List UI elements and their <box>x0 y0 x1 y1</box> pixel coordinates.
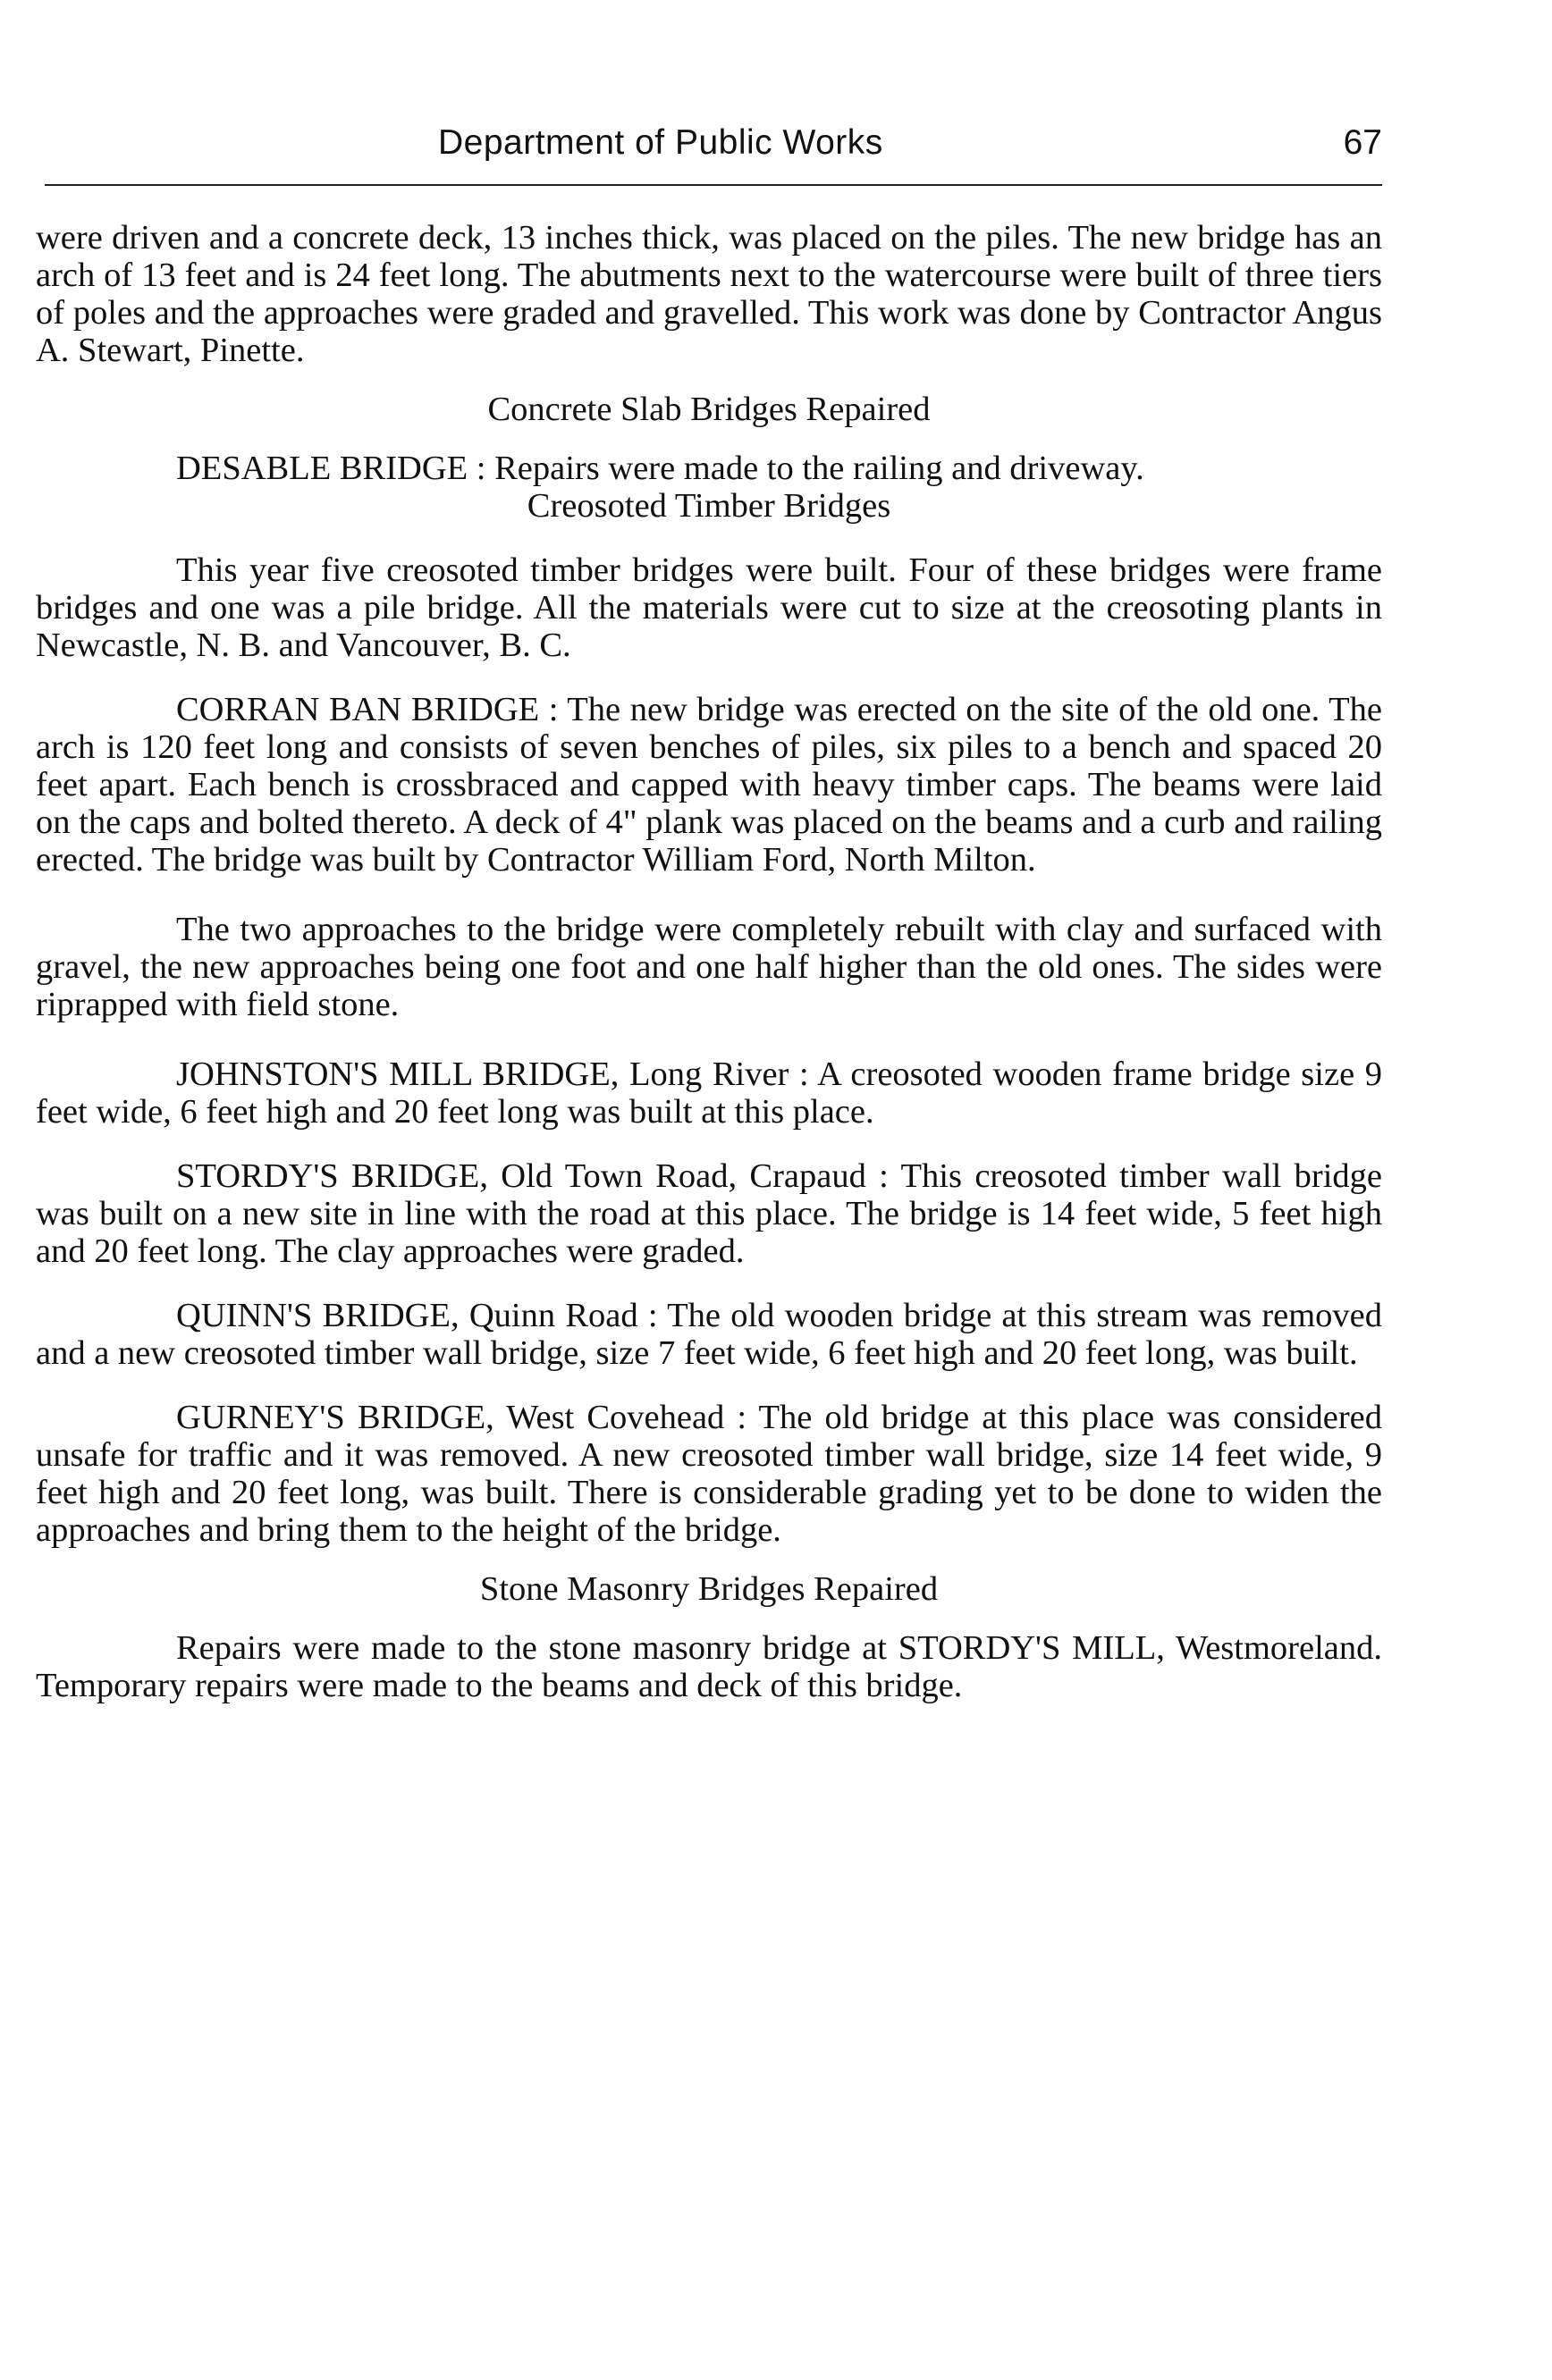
paragraph-quinns-bridge <box>36 1297 1382 1372</box>
paragraph-continuation: were driven and a concrete deck, 13 inches thick, was placed on the piles. The new bridge has an arch of 13 feet and is 24 feet long. The abutments next to the watercourse were built of three tiers of poles and the approaches were graded and gravelled. This work was done by Contractor Angus A. Stewart, Pinette. <box>36 219 1382 369</box>
bridge-name: JOHNSTON'S MILL BRIDGE, <box>176 1055 620 1093</box>
paragraph-johnstons-mill-bridge <box>36 1055 1382 1131</box>
bridge-name: DESABLE BRIDGE : <box>176 450 486 487</box>
paragraph-text: Repairs were made to the railing and driveway. <box>485 450 1144 487</box>
paragraph-stone-masonry: Repairs were made to the stone masonry bridge at STORDY'S MILL, Westmoreland. Temporary repairs were made to the beams and deck of this bridge. <box>36 1629 1382 1704</box>
paragraph-stordys-bridge <box>36 1157 1382 1270</box>
paragraph-approaches: The two approaches to the bridge were completely rebuilt with clay and surfaced with gravel, the new approaches being one foot and one half higher than the old ones. The sides were riprapped with field stone. <box>36 911 1382 1023</box>
bridge-name: STORDY'S BRIDGE, <box>176 1157 488 1195</box>
paragraph-text: Old Town Road, Crapaud : This creosoted timber wall bridge was built on a new site in line with the road at this place. The bridge is 14 feet wide, 5 feet high and 20 feet long. The clay approaches were graded. <box>36 1157 1382 1270</box>
section-heading-creosoted-timber: Creosoted Timber Bridges <box>527 487 891 525</box>
body-text <box>36 219 1382 1704</box>
paragraph-creosoted-intro: This year five creosoted timber bridges were built. Four of these bridges were frame bridges and one was a pile bridge. All the materials were cut to size at the creosoting plants in Newcastle, N. B. and Vancouver, B. C. <box>36 551 1382 664</box>
bridge-name: GURNEY'S BRIDGE, <box>176 1399 494 1436</box>
page-number: 67 <box>1343 123 1382 162</box>
header-rule <box>45 184 1382 186</box>
section-heading-concrete-slab: Concrete Slab Bridges Repaired <box>487 391 931 428</box>
paragraph-desable-bridge <box>36 450 1382 487</box>
paragraph-gurneys-bridge <box>36 1399 1382 1549</box>
section-heading-stone-masonry: Stone Masonry Bridges Repaired <box>479 1570 939 1608</box>
bridge-name: CORRAN BAN BRIDGE : <box>176 691 559 728</box>
header-title: Department of Public Works <box>438 123 883 162</box>
paragraph-corran-ban-bridge <box>36 691 1382 879</box>
bridge-name: QUINN'S BRIDGE, <box>176 1297 460 1334</box>
paragraph-text: The new bridge was erected on the site of the old one. The arch is 120 feet long and consists of seven benches of piles, six piles to a bench and spaced 20 feet apart. Each bench is crossbraced and capped with heavy timber caps. The beams were laid on the caps and bolted thereto. A deck of 4" plank was placed on the beams and a curb and railing erected. The bridge was built by Contractor William Ford, North Milton. <box>36 691 1383 879</box>
paragraph-text: Quinn Road : The old wooden bridge at this stream was removed and a new creosoted timber wall bridge, size 7 feet wide, 6 feet high and 20 feet long, was built. <box>36 1297 1383 1372</box>
running-header <box>45 123 1382 177</box>
paragraph-text: Long River : A creosoted wooden frame bridge size 9 feet wide, 6 feet high and 20 feet long was built at this place. <box>36 1055 1383 1131</box>
paragraph-text: West Covehead : The old bridge at this place was considered unsafe for traffic and it was removed. A new creosoted timber wall bridge, size 14 feet wide, 9 feet high and 20 feet long, was built. There is considerable grading yet to be done to widen the approaches and bring them to the height of the bridge. <box>36 1399 1382 1549</box>
